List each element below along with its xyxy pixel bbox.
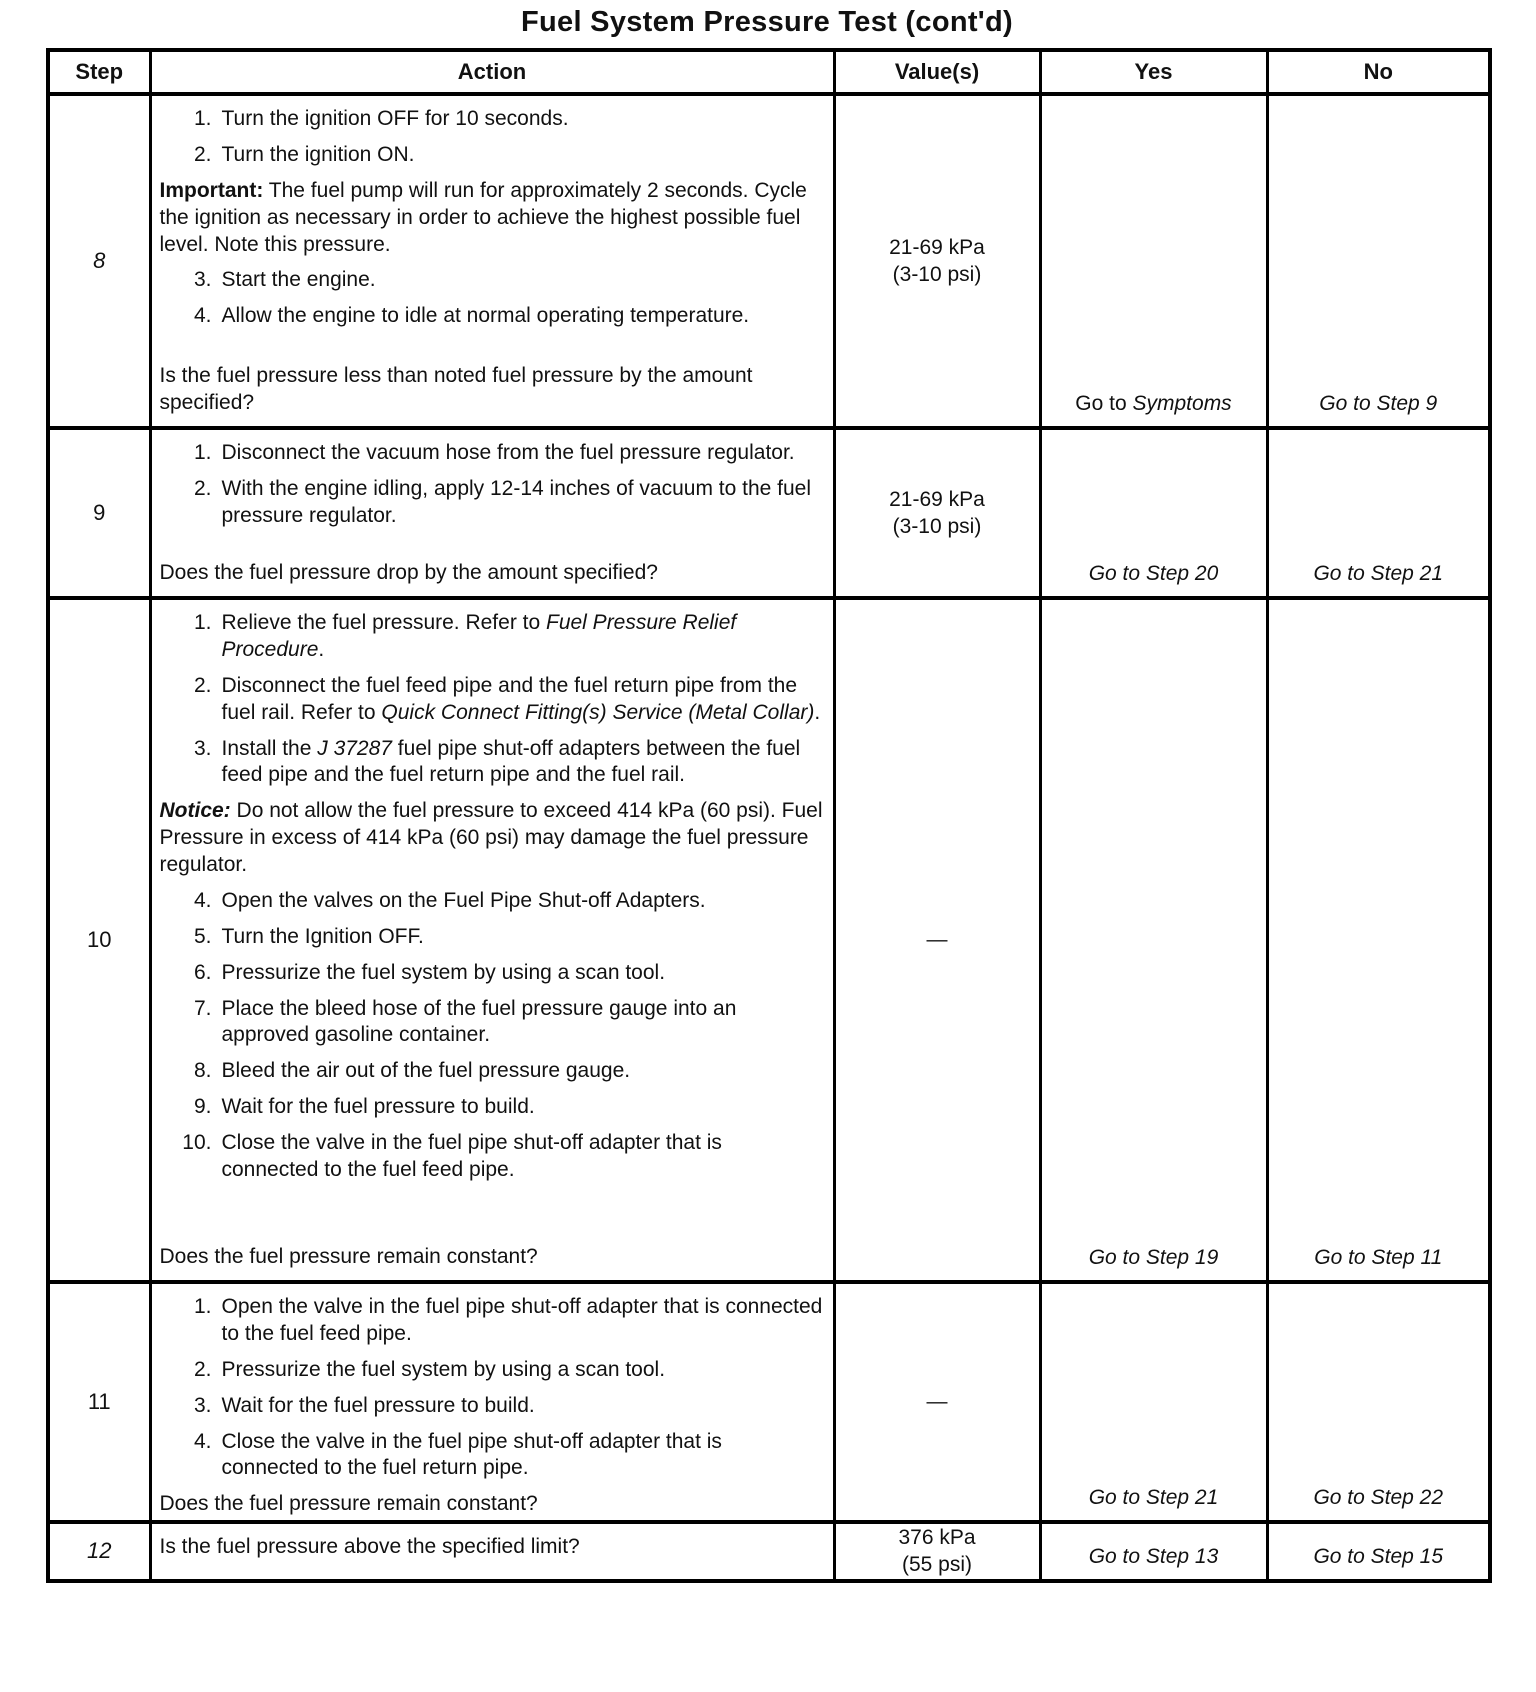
action-item-text [222,1130,823,1184]
action-question: Is the fuel pressure less than noted fuel pressure by the amount specified? [159,364,753,415]
action-item [160,440,823,467]
action-cell [150,1282,834,1522]
action-item [160,106,823,133]
action-item-text [222,440,823,467]
no-cell [1267,1522,1490,1581]
action-question: Does the fuel pressure remain constant? [159,1245,538,1269]
text-segment: Notice: [159,799,231,823]
yes-goto-text [1042,1545,1266,1579]
action-item-text [222,610,823,664]
text-segment: Go to Step 13 [1088,1544,1219,1568]
text-segment: Bleed the air out of the fuel pressure gauge. [221,1059,631,1083]
action-item-number: 2. [193,673,212,697]
text-segment: Pressurize the fuel system by using a scan tool. [221,1357,666,1381]
step-number: 10 [48,598,150,1282]
no-goto-text [1269,392,1489,426]
text-segment: Start the engine. [221,268,376,292]
text-segment: Disconnect the fuel feed pipe and the fuel return pipe from the fuel rail. Refer to [221,673,798,724]
action-item [160,924,823,951]
text-segment: Relieve the fuel pressure. Refer to [221,611,546,634]
step-number: 8 [48,94,150,428]
action-item [160,1357,823,1384]
value-cell [834,598,1040,1282]
action-item [160,960,823,987]
value-line: (3-10 psi) [892,515,982,538]
yes-cell [1040,1282,1267,1522]
action-item [160,1393,823,1420]
action-item-text [222,142,823,169]
text-segment: Wait for the fuel pressure to build. [221,1095,535,1119]
no-goto-text [1269,1545,1489,1579]
action-note-paragraph [160,178,823,259]
value-line: (55 psi) [901,1553,973,1577]
action-item-number: 5. [193,924,212,948]
action-cell [150,428,834,598]
text-segment: Disconnect the vacuum hose from the fuel pressure regulator. [221,441,795,464]
text-segment: Close the valve in the fuel pipe shut-off adapter that is connected to the fuel feed pipe. [221,1131,722,1181]
text-segment: Go to Step 21 [1313,562,1444,585]
text-segment: Do not allow the fuel pressure to exceed 414 kPa (60 psi). Fuel Pressure in excess of 414 kPa (60 psi) may damage the fuel pressure regulator. [159,799,823,876]
action-item [160,267,823,294]
no-cell [1267,598,1490,1282]
action-item-text [222,1094,823,1121]
yes-cell [1040,598,1267,1282]
value-line: 376 kPa [898,1526,976,1549]
text-segment: Pressurize the fuel system by using a scan tool. [221,960,666,984]
text-segment: J 37287 [317,736,392,760]
text-segment: Go to [1075,392,1133,415]
action-question: Is the fuel pressure above the specified limit? [159,1535,580,1558]
action-item [160,142,823,169]
value-cell [834,1522,1040,1581]
column-header-yes: Yes [1040,50,1267,94]
column-header-values: Value(s) [834,50,1040,94]
action-item-text [222,673,823,727]
text-segment: Quick Connect Fitting(s) Service (Metal Collar) [381,700,815,724]
value-line: — [926,928,948,952]
value-line: 21-69 kPa [889,235,985,259]
action-item-number: 1. [193,441,212,464]
action-item-text [222,303,823,330]
no-cell [1267,428,1490,598]
action-note-paragraph [160,798,823,879]
action-item-text [222,1294,823,1348]
yes-goto-text [1042,1486,1266,1520]
action-item-number: 1. [193,107,212,130]
text-segment: Symptoms [1132,392,1232,415]
column-header-no: No [1267,50,1490,94]
page-title: Fuel System Pressure Test (cont'd) [521,6,1013,38]
fuel-system-pressure-test-table [46,48,1492,1583]
column-header-step: Step [48,50,150,94]
table-row-step-8 [48,94,1490,428]
text-segment: Turn the Ignition OFF. [221,924,424,948]
value-line: 21-69 kPa [889,487,985,511]
text-segment: fuel pipe shut-off adapters between the fuel feed pipe and the fuel return pipe and the fuel rail. [221,736,801,787]
value-cell [834,428,1040,598]
action-item-number: 2. [193,476,212,500]
table-row-step-9 [48,428,1490,598]
action-item-number: 9. [193,1095,212,1119]
action-cell [150,598,834,1282]
no-goto-text [1269,1486,1489,1520]
action-item [160,1130,823,1184]
table-row-step-10 [48,598,1490,1282]
yes-cell [1040,94,1267,428]
action-item [160,736,823,790]
table-header-row [48,50,1490,94]
action-question: Does the fuel pressure remain constant? [159,1492,538,1516]
text-segment: Important: [159,178,264,202]
text-segment: The fuel pump will run for approximately 2 seconds. Cycle the ignition as necessary in order to achieve the highest possible fuel level. Note this pressure. [159,178,807,256]
text-segment: Go to Step 21 [1088,1486,1219,1509]
action-item [160,476,823,530]
action-item-number: 4. [193,1429,212,1453]
action-item-text [222,736,823,790]
text-segment: Turn the ignition OFF for 10 seconds. [221,107,569,130]
value-line: — [926,1390,948,1414]
action-item-text [222,1429,823,1483]
yes-cell [1040,428,1267,598]
action-item-number: 10. [182,1131,212,1154]
value-cell [834,1282,1040,1522]
action-item [160,1294,823,1348]
text-segment: Go to Step 22 [1313,1486,1444,1509]
action-item-text [222,996,823,1050]
action-item-text [222,888,823,915]
action-item-text [222,960,823,987]
text-segment: Open the valves on the Fuel Pipe Shut-off Adapters. [221,888,706,912]
action-item-text [222,267,823,294]
text-segment: Go to Step 20 [1088,562,1219,585]
text-segment: Fuel Pressure Relief Procedure [221,611,737,661]
step-number: 9 [48,428,150,598]
action-item-number: 3. [193,268,212,292]
table-row-step-12 [48,1522,1490,1581]
action-item [160,1058,823,1085]
action-item-text [222,476,823,530]
action-item-text [222,1393,823,1420]
action-item-number: 4. [193,888,212,912]
action-item-text [222,1357,823,1384]
step-number: 12 [48,1522,150,1581]
action-item-number: 7. [193,996,212,1020]
table-row-step-11 [48,1282,1490,1522]
column-header-action: Action [150,50,834,94]
action-item-number: 4. [193,304,212,328]
action-item-number: 8. [193,1059,212,1083]
yes-goto-text [1042,1246,1266,1280]
action-item-number: 2. [193,142,212,166]
text-segment: Install the [221,736,318,760]
action-cell [150,94,834,428]
step-number: 11 [48,1282,150,1522]
no-goto-text [1269,562,1489,596]
action-item [160,673,823,727]
action-item-text [222,106,823,133]
no-cell [1267,1282,1490,1522]
action-item [160,1094,823,1121]
action-item-number: 3. [193,736,212,760]
action-question: Does the fuel pressure drop by the amount specified? [159,561,658,585]
action-item [160,1429,823,1483]
action-item [160,996,823,1050]
text-segment: Go to Step 19 [1088,1246,1219,1269]
text-segment: Turn the ignition ON. [221,142,415,166]
text-segment: Go to Step 11 [1314,1246,1443,1269]
no-goto-text [1269,1246,1489,1280]
action-item-number: 3. [193,1393,212,1417]
action-item [160,303,823,330]
action-item-number: 2. [193,1357,212,1381]
text-segment: With the engine idling, apply 12-14 inches of vacuum to the fuel pressure regulator. [221,476,812,527]
value-line: (3-10 psi) [892,263,982,286]
text-segment: Allow the engine to idle at normal operating temperature. [221,304,750,328]
action-item-number: 1. [193,1295,212,1318]
action-item [160,610,823,664]
action-item-number: 1. [193,611,212,634]
yes-goto-text [1042,562,1266,596]
action-item-text [222,924,823,951]
action-cell [150,1522,834,1581]
action-item-number: 6. [193,960,212,984]
yes-cell [1040,1522,1267,1581]
text-segment: Go to Step 15 [1313,1544,1444,1568]
value-cell [834,94,1040,428]
text-segment: Wait for the fuel pressure to build. [221,1393,535,1417]
no-cell [1267,94,1490,428]
text-segment: Go to Step 9 [1319,392,1438,415]
text-segment: Open the valve in the fuel pipe shut-off adapter that is connected to the fuel feed pipe. [221,1295,823,1345]
action-item [160,888,823,915]
action-item-text [222,1058,823,1085]
yes-goto-text [1042,392,1266,426]
text-segment: . [814,700,821,724]
text-segment: . [318,637,325,661]
text-segment: Close the valve in the fuel pipe shut-off adapter that is connected to the fuel return pipe. [221,1429,722,1480]
text-segment: Place the bleed hose of the fuel pressure gauge into an approved gasoline container. [221,996,737,1047]
